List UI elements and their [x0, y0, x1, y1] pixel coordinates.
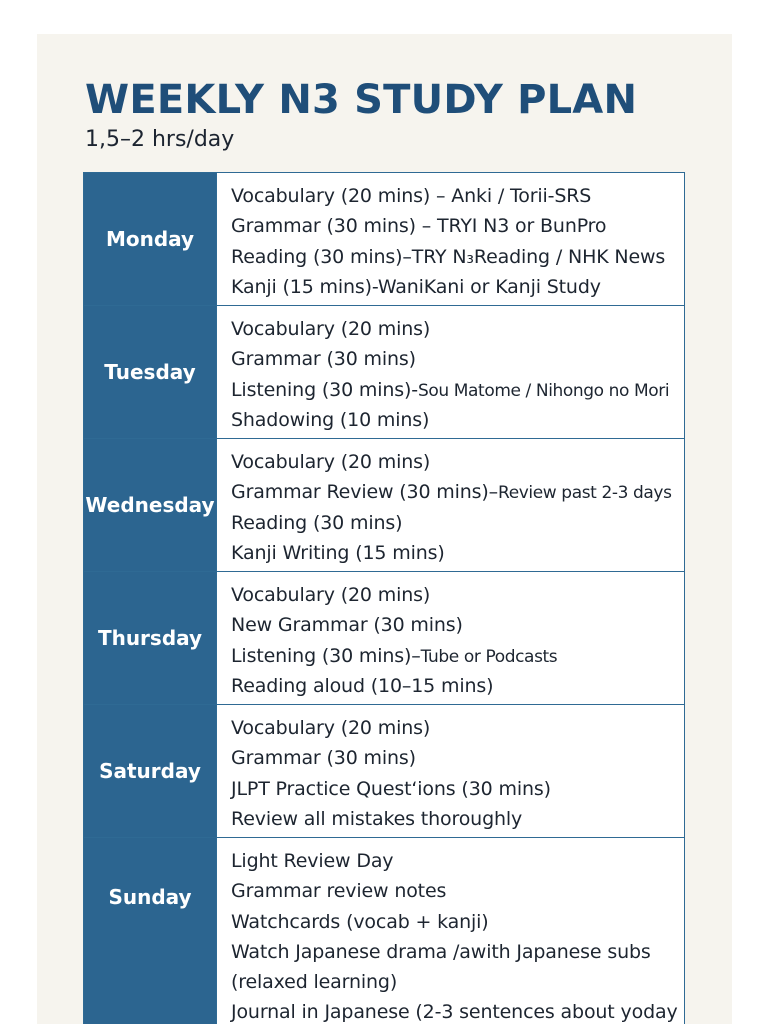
day-label: Thursday	[84, 572, 216, 704]
study-plan-table	[83, 172, 685, 1024]
task-item	[231, 744, 684, 774]
page-subtitle: 1,5–2 hrs/day	[85, 127, 235, 152]
day-label: Wednesday	[84, 439, 216, 571]
task-item	[231, 805, 684, 835]
task-note: Tube or Podcasts	[420, 646, 558, 667]
task-text: Review all mistakes thoroughly	[231, 807, 523, 830]
task-item	[231, 478, 684, 508]
task-item	[231, 212, 684, 242]
day-label: Monday	[84, 173, 216, 305]
task-list	[216, 439, 684, 571]
task-item	[231, 243, 684, 273]
day-label: Sunday	[84, 838, 216, 1024]
day-row-sunday	[84, 838, 684, 1024]
task-text: Kanji (15 mins)-WaniKani or Kanji Study	[231, 275, 601, 298]
task-text: Watchcards (vocab + kanji)	[231, 910, 489, 933]
task-item	[231, 539, 684, 569]
task-text: Grammar (30 mins)	[231, 348, 416, 371]
task-text: Journal in Japanese (2-3 sentences about yoday	[231, 1001, 678, 1024]
task-text: Listening (30 mins)–	[231, 644, 421, 667]
task-text: Vocabulary (20 mins)	[231, 318, 431, 340]
task-text: Reading (30 mins)	[231, 511, 403, 534]
task-item	[231, 877, 684, 907]
task-item	[231, 273, 684, 303]
task-list	[216, 306, 684, 438]
task-item	[231, 345, 684, 375]
task-text: (relaxed learning)	[231, 971, 398, 994]
day-row-saturday	[84, 705, 684, 838]
task-text: JLPT Practice Quest‘ions (30 mins)	[231, 777, 551, 800]
task-item	[231, 998, 684, 1024]
task-item	[231, 714, 684, 744]
day-label: Tuesday	[84, 306, 216, 438]
task-text: Grammar review notes	[231, 880, 447, 903]
task-item	[231, 775, 684, 805]
task-item	[231, 672, 684, 702]
task-item	[231, 406, 684, 436]
task-text: Listening (30 mins)-	[231, 378, 418, 401]
task-list	[216, 838, 684, 1024]
task-list	[216, 173, 684, 305]
task-item	[231, 182, 684, 212]
task-item	[231, 509, 684, 539]
task-item	[231, 315, 684, 345]
task-text: Reading (30 mins)–TRY N₃Reading / NHK News	[231, 245, 666, 268]
day-row-monday	[84, 173, 684, 306]
task-text: Grammar (30 mins)	[231, 747, 416, 770]
task-item	[231, 938, 684, 968]
task-text: Grammar Review (30 mins)–	[231, 481, 499, 504]
task-note: Review past 2-3 days	[498, 483, 672, 504]
task-text: Vocabulary (20 mins)	[231, 717, 431, 739]
task-text: New Grammar (30 mins)	[231, 614, 463, 637]
task-item	[231, 376, 684, 406]
task-text: Grammar (30 mins) – TRYI N3 or BunPro	[231, 215, 607, 238]
task-item	[231, 908, 684, 938]
task-item	[231, 448, 684, 478]
task-item	[231, 968, 684, 998]
task-text: Light Review Day	[231, 850, 394, 872]
task-text: Vocabulary (20 mins)	[231, 584, 431, 606]
task-text: Watch Japanese drama /awith Japanese subs	[231, 940, 651, 963]
task-text: Reading aloud (10–15 mins)	[231, 674, 494, 697]
study-plan-card	[37, 34, 732, 1024]
task-item	[231, 642, 684, 672]
day-row-wednesday	[84, 439, 684, 572]
task-item	[231, 581, 684, 611]
task-note: Sou Matome / Nihongo no Mori	[418, 380, 670, 401]
task-text: Shadowing (10 mins)	[231, 408, 430, 431]
page-title: WEEKLY N3 STUDY PLAN	[85, 77, 638, 123]
day-label: Saturday	[84, 705, 216, 837]
day-row-tuesday	[84, 306, 684, 439]
task-item	[231, 611, 684, 641]
task-item	[231, 847, 684, 877]
task-text: Vocabulary (20 mins) – Anki / Torii-SRS	[231, 185, 592, 207]
task-text: Vocabulary (20 mins)	[231, 451, 431, 473]
task-list	[216, 705, 684, 837]
day-row-thursday	[84, 572, 684, 705]
task-text: Kanji Writing (15 mins)	[231, 541, 445, 564]
task-list	[216, 572, 684, 704]
